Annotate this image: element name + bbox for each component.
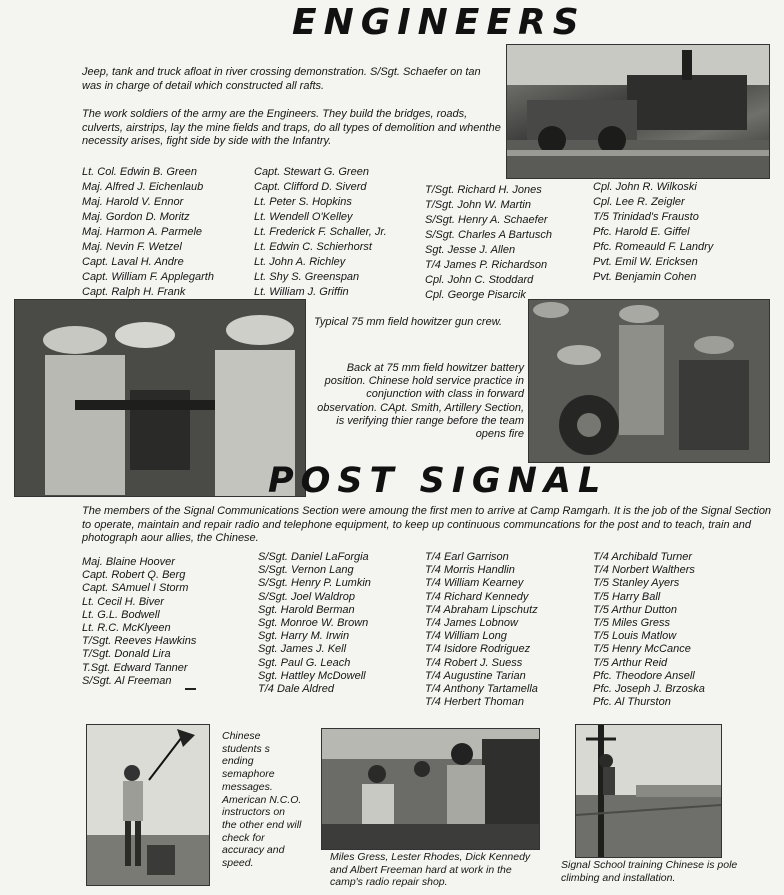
engineer-name: Capt. William F. Applegarth (82, 271, 214, 283)
engineer-name: Cpl. Lee R. Zeigler (593, 196, 685, 208)
river-crossing-photo (506, 44, 770, 179)
radio-repair-caption: Miles Gress, Lester Rhodes, Dick Kennedy and Albert Freeman hard at work in the camp's radio repair shop. (330, 851, 531, 888)
engineer-name: Maj. Alfred J. Eichenlaub (82, 181, 204, 193)
signal-name: Lt. R.C. McKlyeen (82, 621, 171, 634)
signal-names-col-1 (82, 556, 196, 688)
signal-name: Sgt. Monroe W. Brown (258, 616, 369, 629)
pole-climbing-caption: Signal School training Chinese is pole climbing and installation. (561, 859, 738, 884)
engineer-name: Capt. Ralph H. Frank (82, 286, 186, 298)
battery-position-photo (528, 299, 770, 463)
signal-name: T/4 Richard Kennedy (425, 590, 529, 603)
signal-name: T/4 Anthony Tartamella (425, 682, 538, 695)
signal-name: T.Sgt. Edward Tanner (82, 661, 188, 674)
engineers-intro-2: The work soldiers of the army are the Engineers. They build the bridges, roads, culverts, airstrips, lay the mine fields and traps, do all types of demolition and whenthe necessity arises, fight side by side with the Infantry. (82, 108, 501, 147)
engineer-name: Maj. Harmon A. Parmele (82, 226, 203, 238)
engineer-name: Cpl. George Pisarcik (425, 289, 526, 301)
signal-name: S/Sgt. Daniel LaForgia (258, 551, 369, 563)
signal-name: T/5 Miles Gress (593, 616, 671, 629)
engineers-names-col-4 (593, 180, 713, 285)
signal-name: Pfc. Al Thurston (593, 696, 671, 709)
signal-name: T/5 Stanley Ayers (593, 577, 680, 590)
signal-name: Sgt. Paul G. Leach (258, 656, 351, 669)
signal-name: T/4 Earl Garrison (425, 551, 509, 563)
engineer-name: Maj. Harold V. Ennor (82, 196, 184, 208)
signal-name: T/4 William Kearney (425, 577, 524, 590)
engineer-name: Lt. Frederick F. Schaller, Jr. (254, 226, 387, 238)
engineer-name: Capt. Clifford D. Siverd (254, 181, 367, 193)
signal-name: T/5 Henry McCance (593, 643, 691, 656)
signal-name: T/5 Harry Ball (593, 590, 661, 603)
signal-name: T/4 Abraham Lipschutz (425, 603, 538, 616)
engineers-intro-1: Jeep, tank and truck afloat in river crossing demonstration. S/Sgt. Schaefer on tan was in charge of detail which constructed all rafts. (82, 66, 481, 92)
engineer-name: Pvt. Emil W. Ericksen (593, 256, 698, 268)
engineer-name: Cpl. John C. Stoddard (425, 274, 534, 286)
freeman-dash (185, 688, 196, 690)
engineer-name: Lt. Shy S. Greenspan (254, 271, 360, 283)
engineer-name: Lt. Peter S. Hopkins (254, 196, 352, 208)
signal-name: Pfc. Theodore Ansell (593, 669, 695, 682)
signal-name: S/Sgt. Vernon Lang (258, 564, 354, 577)
signal-name: Capt. Robert Q. Berg (82, 569, 186, 582)
engineers-names-col-2 (254, 165, 387, 300)
signal-name: T/Sgt. Donald Lira (82, 648, 171, 661)
engineer-name: T/Sgt. Richard H. Jones (425, 184, 542, 196)
signal-name: T/4 William Long (425, 630, 507, 643)
engineer-name: Cpl. John R. Wilkoski (593, 181, 697, 193)
engineer-name: Pfc. Harold E. Giffel (593, 226, 690, 238)
signal-intro: The members of the Signal Communications Section were amoung the first men to arrive at Camp Ramgarh. It is the job of the Signal Section to operate, maintain and repair radio and telephone equipment, to keep up continuous communcations for the post and to teach, train and photograph aour allies, the Chinese. (82, 505, 772, 544)
signal-name: S/Sgt. Joel Waldrop (258, 590, 356, 603)
engineer-name: Pvt. Benjamin Cohen (593, 271, 697, 283)
signal-name: T/4 Isidore Rodriguez (425, 643, 531, 656)
signal-name: T/5 Louis Matlow (593, 630, 677, 643)
signal-name: T/4 James Lobnow (425, 616, 518, 629)
signal-name: T/Sgt. Reeves Hawkins (82, 635, 197, 648)
signal-name: Capt. SAmuel I Storm (82, 582, 189, 595)
pole-climbing-photo (575, 724, 722, 858)
engineer-name: S/Sgt. Henry A. Schaefer (425, 214, 548, 226)
engineer-name: Maj. Gordon D. Moritz (82, 211, 190, 223)
engineer-name: Lt. Col. Edwin B. Green (82, 166, 197, 178)
post-signal-heading: POST SIGNAL (268, 461, 608, 501)
engineers-heading: ENGINEERS (292, 2, 586, 43)
engineers-names-col-3 (425, 183, 552, 303)
signal-name: T/4 Augustine Tarian (425, 669, 526, 682)
signal-name: T/4 Robert J. Suess (425, 656, 523, 669)
signal-name: Maj. Blaine Hoover (82, 556, 175, 568)
semaphore-caption: Chinese students s ending semaphore messages. American N.C.O. instructors on the other end will check for accuracy and speed. (222, 730, 302, 870)
semaphore-photo (86, 724, 210, 886)
engineer-name: T/4 James P. Richardson (425, 259, 548, 271)
gun-crew-photo (14, 299, 306, 497)
signal-name: Sgt. Harry M. Irwin (258, 630, 350, 643)
signal-name: T/4 Herbert Thoman (425, 696, 525, 709)
engineer-name: T/5 Trinidad's Frausto (593, 211, 699, 223)
engineer-name: Capt. Laval H. Andre (82, 256, 184, 268)
engineer-name: Capt. Stewart G. Green (254, 166, 369, 178)
engineer-name: Pfc. Romeauld F. Landry (593, 241, 714, 253)
engineer-name: S/Sgt. Charles A Bartusch (425, 229, 552, 241)
engineers-names-col-1 (82, 165, 214, 300)
signal-names-col-2 (258, 551, 371, 696)
signal-name: Sgt. James J. Kell (258, 643, 347, 656)
signal-name: Lt. Cecil H. Biver (82, 595, 164, 608)
battery-caption: Back at 75 mm field howitzer battery position. Chinese hold service practice in conjunction with class in forward observation. CApt. Smith, Artillery Section, is verifying thier range before the team opens fire (317, 362, 524, 441)
signal-name: S/Sgt. Al Freeman (82, 674, 172, 687)
signal-name: T/5 Arthur Dutton (593, 603, 677, 616)
signal-name: Lt. G.L. Bodwell (82, 608, 160, 621)
engineer-name: Lt. William J. Griffin (254, 286, 349, 298)
signal-name: T/5 Arthur Reid (593, 656, 668, 669)
radio-repair-photo (321, 728, 540, 850)
engineer-name: Sgt. Jesse J. Allen (425, 244, 516, 256)
engineer-name: T/Sgt. John W. Martin (425, 199, 531, 211)
signal-name: Pfc. Joseph J. Brzoska (593, 682, 705, 695)
signal-names-col-4 (593, 551, 705, 709)
signal-name: Sgt. Hattley McDowell (258, 669, 366, 682)
signal-name: T/4 Dale Aldred (258, 682, 335, 695)
signal-name: T/4 Morris Handlin (425, 564, 515, 577)
engineer-name: Lt. John A. Richley (254, 256, 346, 268)
signal-names-col-3 (425, 551, 538, 709)
engineer-name: Lt. Edwin C. Schierhorst (254, 241, 372, 253)
signal-name: S/Sgt. Henry P. Lumkin (258, 577, 371, 590)
signal-name: T/4 Archibald Turner (593, 551, 693, 563)
signal-name: T/4 Norbert Walthers (593, 564, 695, 577)
signal-name: Sgt. Harold Berman (258, 603, 355, 616)
gun-crew-caption: Typical 75 mm field howitzer gun crew. (314, 316, 503, 328)
engineer-name: Maj. Nevin F. Wetzel (82, 241, 182, 253)
engineer-name: Lt. Wendell O'Kelley (254, 211, 353, 223)
